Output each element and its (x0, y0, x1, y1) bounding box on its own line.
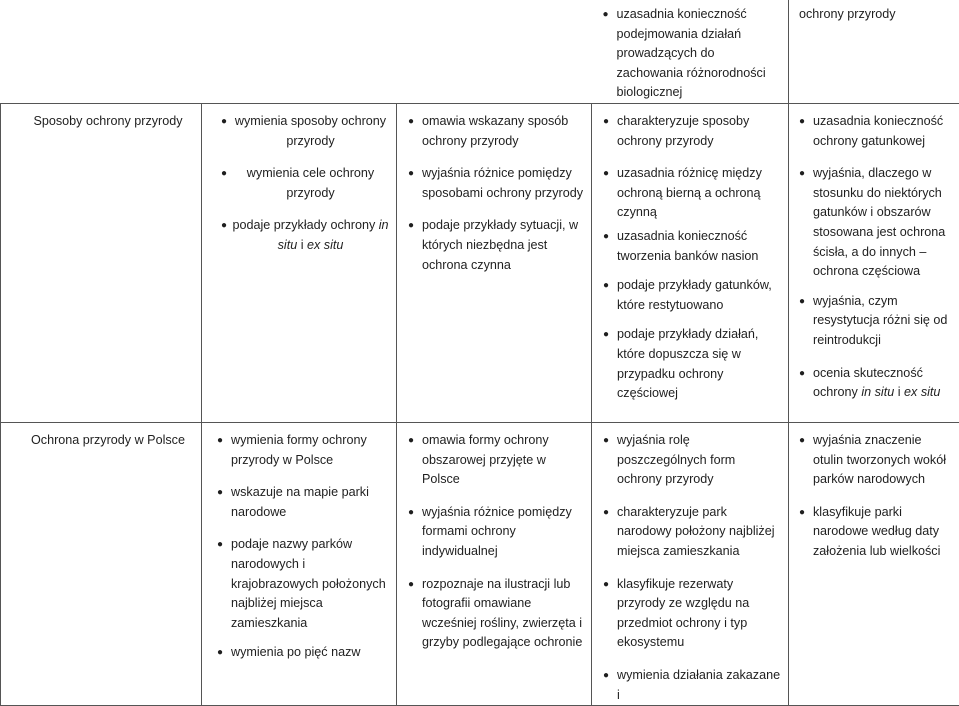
bullet-icon: ● (217, 535, 231, 555)
list-item: ● wyjaśnia rolę poszczególnych form ochrony przyrody (603, 431, 782, 490)
bullet-icon: ● (799, 364, 813, 384)
bullet-icon: ● (217, 483, 231, 503)
bullet-icon: ● (408, 431, 422, 451)
list-item: ● rozpoznaje na ilustracji lub fotografii omawiane wcześniej rośliny, zwierzęta i grzyby podlegające ochronie (408, 575, 585, 653)
bullet-icon: ● (408, 503, 422, 523)
bullet-icon: ● (603, 666, 617, 686)
cell-empty (202, 0, 397, 103)
list-item: ● charakteryzuje sposoby ochrony przyrody (603, 112, 782, 151)
bullet-icon: ● (217, 164, 231, 184)
cell-c2 (202, 103, 397, 422)
list-item: ● wymienia działania zakazane i (603, 666, 782, 705)
list-item: ● wymienia formy ochrony przyrody w Polsce (217, 431, 390, 470)
list-item: ● podaje przykłady ochrony in situ i ex situ (217, 216, 390, 255)
bullet-icon: ● (217, 431, 231, 451)
list-item: ● wyjaśnia znaczenie otulin tworzonych wokół parków narodowych (799, 431, 953, 490)
list-item: ● uzasadnia konieczność tworzenia banków nasion (603, 227, 782, 266)
cell-c3 (397, 103, 592, 422)
list-item: ● wymienia po pięć nazw (217, 643, 390, 663)
cell-c2 (202, 422, 397, 705)
cell-empty (1, 0, 202, 103)
cell-top-c4 (592, 0, 789, 103)
cell-c4 (592, 103, 789, 422)
bullet-icon: ● (217, 643, 231, 663)
cell-c5 (789, 103, 959, 422)
list-item: ● uzasadnia konieczność podejmowania działań prowadzących do zachowania różnorodności biologicznej (603, 5, 783, 103)
bullet-icon: ● (408, 216, 422, 236)
list-item: ● wskazuje na mapie parki narodowe (217, 483, 390, 522)
list-item: ● uzasadnia różnicę między ochroną bierną a ochroną czynną (603, 164, 782, 223)
list-item: ● wyjaśnia różnice pomiędzy formami ochrony indywidualnej (408, 503, 585, 562)
list-item: ● omawia wskazany sposób ochrony przyrody (408, 112, 585, 151)
row-label: Sposoby ochrony przyrody (1, 103, 202, 422)
table-row-sposoby (1, 103, 959, 422)
table-row-polska (1, 422, 959, 705)
bullet-icon: ● (603, 575, 617, 595)
list-item: ● wymienia cele ochrony przyrody (217, 164, 390, 203)
bullet-icon: ● (603, 164, 617, 184)
bullet-icon: ● (799, 431, 813, 451)
list-item: ● ocenia skuteczność ochrony in situ i ex situ (799, 364, 953, 403)
bullet-icon: ● (603, 227, 617, 247)
bullet-icon: ● (603, 325, 617, 345)
bullet-icon: ● (799, 164, 813, 184)
bullet-icon: ● (408, 575, 422, 595)
bullet-icon: ● (603, 431, 617, 451)
list-item: ● klasyfikuje parki narodowe według daty założenia lub wielkości (799, 503, 953, 562)
bullet-icon: ● (603, 503, 617, 523)
table-row-top (1, 0, 959, 103)
cell-c3 (397, 422, 592, 705)
bullet-icon: ● (217, 112, 231, 132)
list-item: ● podaje przykłady sytuacji, w których niezbędna jest ochrona czynna (408, 216, 585, 275)
list-item: ● wymienia sposoby ochrony przyrody (217, 112, 390, 151)
bullet-icon: ● (799, 292, 813, 312)
bullet-icon: ● (799, 112, 813, 132)
cell-top-c5 (789, 0, 959, 103)
bullet-icon: ● (217, 216, 231, 236)
list-item: ● podaje przykłady gatunków, które restytuowano (603, 276, 782, 315)
list-item: ● uzasadnia konieczność ochrony gatunkowej (799, 112, 953, 151)
bullet-icon: ● (799, 503, 813, 523)
list-item: ● klasyfikuje rezerwaty przyrody ze względu na przedmiot ochrony i typ ekosystemu (603, 575, 782, 653)
row-label: Ochrona przyrody w Polsce (1, 422, 202, 705)
list-item: ● wyjaśnia, dlaczego w stosunku do niektórych gatunków i obszarów stosowana jest ochrona ścisła, a do innych – ochrona częściowa (799, 164, 953, 282)
bullet-icon: ● (603, 112, 617, 132)
cell-c4 (592, 422, 789, 705)
cell-c5 (789, 422, 959, 705)
list-item: ● wyjaśnia, czym resystytucja różni się od reintrodukcji (799, 292, 953, 351)
list-item: ● podaje przykłady działań, które dopuszcza się w przypadku ochrony częściowej (603, 325, 782, 403)
list-item: ● charakteryzuje park narodowy położony najbliżej miejsca zamieszkania (603, 503, 782, 562)
bullet-icon: ● (408, 164, 422, 184)
cell-empty (397, 0, 592, 103)
bullet-icon: ● (408, 112, 422, 132)
bullet-icon: ● (603, 5, 617, 25)
list-item: ● podaje nazwy parków narodowych i krajobrazowych położonych najbliżej miejsca zamieszkania (217, 535, 390, 633)
list-item: ● wyjaśnia różnice pomiędzy sposobami ochrony przyrody (408, 164, 585, 203)
cell-text: ochrony przyrody (799, 7, 896, 21)
bullet-icon: ● (603, 276, 617, 296)
list-item: ● omawia formy ochrony obszarowej przyjęte w Polsce (408, 431, 585, 490)
